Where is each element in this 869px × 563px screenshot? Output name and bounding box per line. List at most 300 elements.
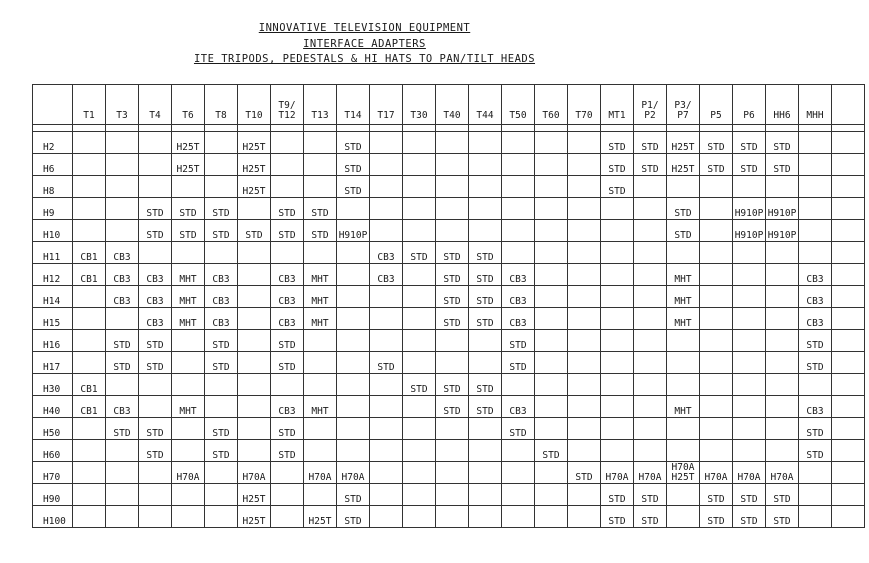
column-header: T30 <box>403 85 436 125</box>
table-cell: STD <box>106 418 139 440</box>
table-cell: STD <box>304 220 337 242</box>
column-header: T8 <box>205 85 238 125</box>
table-cell: H70A <box>634 462 667 484</box>
table-cell: STD <box>436 308 469 330</box>
table-cell <box>469 220 502 242</box>
table-cell <box>568 264 601 286</box>
column-header: HH6 <box>766 85 799 125</box>
column-header: P6 <box>733 85 766 125</box>
table-cell <box>436 154 469 176</box>
table-cell <box>502 176 535 198</box>
table-cell: STD <box>205 352 238 374</box>
table-cell: STD <box>205 198 238 220</box>
table-cell <box>469 462 502 484</box>
row-header: H30 <box>33 374 73 396</box>
table-cell: CB3 <box>139 286 172 308</box>
table-cell <box>634 418 667 440</box>
table-cell: STD <box>106 330 139 352</box>
table-row <box>33 440 865 462</box>
table-cell: H70A <box>337 462 370 484</box>
empty-cell <box>832 242 865 264</box>
table-cell: STD <box>469 264 502 286</box>
table-cell: STD <box>733 506 766 528</box>
table-cell: H25T <box>238 132 271 154</box>
row-header: H100 <box>33 506 73 528</box>
table-cell <box>304 176 337 198</box>
table-cell <box>403 176 436 198</box>
table-cell <box>799 154 832 176</box>
table-cell: STD <box>601 484 634 506</box>
table-cell <box>271 132 304 154</box>
table-cell <box>469 132 502 154</box>
table-cell <box>568 220 601 242</box>
table-cell <box>73 462 106 484</box>
table-cell: STD <box>238 220 271 242</box>
column-header: T40 <box>436 85 469 125</box>
table-cell <box>568 286 601 308</box>
table-cell: STD <box>733 154 766 176</box>
table-cell: H910P <box>733 220 766 242</box>
table-cell <box>304 374 337 396</box>
table-cell <box>337 198 370 220</box>
table-cell <box>799 506 832 528</box>
table-cell: STD <box>436 264 469 286</box>
column-header: T9/ T12 <box>271 85 304 125</box>
table-cell: STD <box>700 132 733 154</box>
table-cell: CB1 <box>73 374 106 396</box>
table-cell <box>205 154 238 176</box>
table-row <box>33 418 865 440</box>
table-cell <box>535 462 568 484</box>
table-cell <box>172 242 205 264</box>
table-cell: STD <box>436 374 469 396</box>
empty-cell <box>832 132 865 154</box>
table-cell <box>205 506 238 528</box>
empty-cell <box>832 374 865 396</box>
table-cell: STD <box>568 462 601 484</box>
table-cell: STD <box>733 484 766 506</box>
table-cell <box>535 308 568 330</box>
empty-cell <box>667 125 700 132</box>
table-cell <box>634 352 667 374</box>
table-cell: H25T <box>667 132 700 154</box>
table-cell: STD <box>139 418 172 440</box>
empty-cell <box>832 352 865 374</box>
table-cell <box>73 198 106 220</box>
table-cell <box>271 242 304 264</box>
empty-cell <box>337 125 370 132</box>
table-cell <box>304 132 337 154</box>
empty-cell <box>832 484 865 506</box>
table-cell <box>337 440 370 462</box>
table-cell: STD <box>634 154 667 176</box>
column-header: T60 <box>535 85 568 125</box>
table-cell <box>733 374 766 396</box>
table-cell <box>502 132 535 154</box>
column-header: T14 <box>337 85 370 125</box>
title-subject: INTERFACE ADAPTERS <box>303 38 426 50</box>
table-cell <box>403 352 436 374</box>
table-cell: H25T <box>238 154 271 176</box>
table-cell <box>601 242 634 264</box>
table-cell <box>172 484 205 506</box>
column-header: T3 <box>106 85 139 125</box>
table-cell: CB3 <box>205 264 238 286</box>
table-cell <box>139 154 172 176</box>
table-cell <box>733 396 766 418</box>
table-cell: STD <box>139 352 172 374</box>
table-cell <box>568 330 601 352</box>
table-cell <box>700 352 733 374</box>
table-cell <box>436 440 469 462</box>
table-cell <box>172 176 205 198</box>
table-row <box>33 198 865 220</box>
table-cell: CB3 <box>205 286 238 308</box>
table-cell <box>634 440 667 462</box>
table-cell <box>106 220 139 242</box>
table-cell <box>568 132 601 154</box>
table-cell <box>106 506 139 528</box>
column-header: T13 <box>304 85 337 125</box>
table-cell <box>106 176 139 198</box>
table-cell <box>700 198 733 220</box>
empty-cell <box>436 125 469 132</box>
table-cell <box>370 418 403 440</box>
table-cell <box>337 418 370 440</box>
table-cell <box>469 352 502 374</box>
table-cell <box>370 374 403 396</box>
table-cell: STD <box>766 132 799 154</box>
table-cell <box>766 374 799 396</box>
corner-cell <box>33 85 73 125</box>
row-header: H9 <box>33 198 73 220</box>
empty-cell <box>304 125 337 132</box>
table-cell <box>403 286 436 308</box>
table-cell <box>370 462 403 484</box>
table-cell <box>238 264 271 286</box>
table-cell <box>568 396 601 418</box>
table-cell <box>766 440 799 462</box>
compatibility-table <box>32 84 865 528</box>
table-cell: MHT <box>172 286 205 308</box>
table-cell <box>436 352 469 374</box>
table-cell <box>172 440 205 462</box>
table-cell <box>766 264 799 286</box>
table-cell <box>700 374 733 396</box>
empty-cell <box>403 125 436 132</box>
empty-cell <box>832 440 865 462</box>
table-row <box>33 132 865 154</box>
table-cell <box>733 176 766 198</box>
table-cell <box>667 242 700 264</box>
table-cell <box>370 198 403 220</box>
table-cell <box>535 374 568 396</box>
table-cell <box>700 330 733 352</box>
table-cell <box>733 418 766 440</box>
table-cell <box>337 242 370 264</box>
table-cell <box>634 242 667 264</box>
table-cell <box>337 264 370 286</box>
table-cell <box>205 242 238 264</box>
column-header: T10 <box>238 85 271 125</box>
table-cell: STD <box>436 286 469 308</box>
table-cell <box>469 440 502 462</box>
column-header: T50 <box>502 85 535 125</box>
table-cell <box>700 418 733 440</box>
table-cell: CB3 <box>271 286 304 308</box>
table-cell <box>436 484 469 506</box>
table-cell <box>568 418 601 440</box>
table-cell: STD <box>337 132 370 154</box>
empty-cell <box>799 125 832 132</box>
table-cell <box>535 154 568 176</box>
table-cell: STD <box>535 440 568 462</box>
table-cell <box>502 484 535 506</box>
table-cell <box>634 264 667 286</box>
table-cell <box>799 462 832 484</box>
table-cell: MHT <box>667 396 700 418</box>
empty-cell <box>469 125 502 132</box>
table-cell <box>535 132 568 154</box>
column-header: T17 <box>370 85 403 125</box>
table-cell <box>370 220 403 242</box>
table-cell <box>403 198 436 220</box>
row-header: H11 <box>33 242 73 264</box>
table-cell <box>700 286 733 308</box>
table-cell <box>799 220 832 242</box>
table-cell <box>436 330 469 352</box>
table-cell <box>601 198 634 220</box>
column-header: P3/ P7 <box>667 85 700 125</box>
table-cell <box>139 462 172 484</box>
table-cell <box>667 506 700 528</box>
table-cell: STD <box>205 330 238 352</box>
column-header: P1/ P2 <box>634 85 667 125</box>
table-cell <box>139 242 172 264</box>
table-cell: STD <box>205 418 238 440</box>
table-cell <box>238 286 271 308</box>
empty-cell <box>568 125 601 132</box>
table-cell: MHT <box>667 264 700 286</box>
table-cell <box>601 264 634 286</box>
table-cell <box>73 352 106 374</box>
empty-cell <box>832 418 865 440</box>
empty-cell <box>700 125 733 132</box>
table-cell <box>733 286 766 308</box>
table-cell: STD <box>469 396 502 418</box>
table-cell: MHT <box>304 286 337 308</box>
table-cell: STD <box>766 506 799 528</box>
table-cell <box>436 506 469 528</box>
table-cell <box>601 418 634 440</box>
table-cell: STD <box>601 176 634 198</box>
table-cell <box>700 396 733 418</box>
table-cell: MHT <box>172 308 205 330</box>
table-cell <box>139 506 172 528</box>
table-cell <box>436 418 469 440</box>
row-header: H50 <box>33 418 73 440</box>
table-cell <box>667 330 700 352</box>
row-header: H70 <box>33 462 73 484</box>
table-cell: MHT <box>304 308 337 330</box>
empty-cell <box>33 125 73 132</box>
table-cell <box>238 418 271 440</box>
table-cell <box>667 352 700 374</box>
empty-cell <box>832 506 865 528</box>
table-cell: STD <box>271 352 304 374</box>
table-cell <box>403 132 436 154</box>
table-cell <box>73 484 106 506</box>
row-header: H6 <box>33 154 73 176</box>
header-row <box>33 85 865 125</box>
table-cell: STD <box>139 330 172 352</box>
table-cell <box>436 462 469 484</box>
table-cell <box>469 330 502 352</box>
table-row <box>33 462 865 484</box>
table-cell <box>403 154 436 176</box>
table-cell: STD <box>601 132 634 154</box>
empty-cell <box>832 85 865 125</box>
empty-cell <box>205 125 238 132</box>
table-cell: STD <box>799 418 832 440</box>
table-cell <box>403 396 436 418</box>
table-cell <box>106 198 139 220</box>
table-cell: CB3 <box>106 396 139 418</box>
table-cell: H25T <box>304 506 337 528</box>
table-cell <box>337 330 370 352</box>
table-cell <box>799 242 832 264</box>
table-cell <box>304 352 337 374</box>
table-cell: STD <box>700 484 733 506</box>
table-cell: CB3 <box>139 264 172 286</box>
table-cell: CB3 <box>799 286 832 308</box>
table-cell: H70A <box>172 462 205 484</box>
table-cell <box>568 176 601 198</box>
table-cell <box>601 308 634 330</box>
empty-cell <box>832 330 865 352</box>
table-cell <box>403 484 436 506</box>
table-cell <box>535 198 568 220</box>
table-cell <box>205 374 238 396</box>
table-cell: STD <box>469 286 502 308</box>
table-cell <box>700 220 733 242</box>
empty-cell <box>832 308 865 330</box>
table-cell <box>535 352 568 374</box>
table-cell <box>106 484 139 506</box>
table-cell: STD <box>634 484 667 506</box>
table-cell <box>601 352 634 374</box>
table-cell <box>370 308 403 330</box>
table-cell <box>205 176 238 198</box>
table-cell <box>106 132 139 154</box>
table-cell <box>799 132 832 154</box>
table-cell <box>403 418 436 440</box>
table-cell <box>733 330 766 352</box>
table-cell <box>370 440 403 462</box>
table-cell <box>205 462 238 484</box>
table-cell <box>502 440 535 462</box>
table-cell <box>172 506 205 528</box>
table-cell <box>700 242 733 264</box>
table-row <box>33 374 865 396</box>
table-cell: CB3 <box>106 286 139 308</box>
table-cell <box>568 308 601 330</box>
empty-cell <box>832 198 865 220</box>
table-cell <box>469 418 502 440</box>
table-cell <box>370 154 403 176</box>
table-cell <box>271 462 304 484</box>
column-header: T70 <box>568 85 601 125</box>
table-cell: STD <box>766 154 799 176</box>
table-cell <box>172 352 205 374</box>
table-cell <box>436 198 469 220</box>
table-cell <box>337 286 370 308</box>
table-cell <box>601 220 634 242</box>
table-cell <box>106 374 139 396</box>
table-cell <box>766 176 799 198</box>
table-cell <box>139 396 172 418</box>
table-cell: STD <box>733 132 766 154</box>
table-cell <box>667 440 700 462</box>
empty-cell <box>172 125 205 132</box>
table-cell <box>73 220 106 242</box>
column-header: MT1 <box>601 85 634 125</box>
table-cell <box>469 198 502 220</box>
table-cell: STD <box>370 352 403 374</box>
table-cell: CB3 <box>502 396 535 418</box>
table-cell <box>601 374 634 396</box>
table-cell <box>733 440 766 462</box>
column-header: T4 <box>139 85 172 125</box>
table-cell <box>502 462 535 484</box>
table-cell <box>601 440 634 462</box>
table-cell <box>568 484 601 506</box>
table-cell <box>601 330 634 352</box>
table-cell <box>205 484 238 506</box>
empty-cell <box>832 264 865 286</box>
table-cell: MHT <box>172 264 205 286</box>
table-cell: STD <box>172 220 205 242</box>
table-cell <box>304 440 337 462</box>
table-cell: STD <box>139 220 172 242</box>
table-cell <box>370 132 403 154</box>
table-cell <box>436 220 469 242</box>
table-cell: STD <box>337 154 370 176</box>
table-cell <box>766 308 799 330</box>
table-cell <box>337 396 370 418</box>
table-cell <box>568 198 601 220</box>
table-cell <box>700 264 733 286</box>
table-cell <box>469 154 502 176</box>
row-header: H2 <box>33 132 73 154</box>
spacer-row <box>33 125 865 132</box>
table-cell: CB3 <box>502 264 535 286</box>
table-cell: H910P <box>733 198 766 220</box>
empty-cell <box>832 396 865 418</box>
table-cell <box>238 352 271 374</box>
table-cell: STD <box>106 352 139 374</box>
table-cell: H70A H25T <box>667 462 700 484</box>
table-row <box>33 396 865 418</box>
table-cell <box>238 330 271 352</box>
table-cell <box>238 440 271 462</box>
table-cell: STD <box>799 330 832 352</box>
table-cell: STD <box>205 440 238 462</box>
table-cell: H910P <box>766 198 799 220</box>
table-cell: STD <box>139 198 172 220</box>
table-cell: H70A <box>733 462 766 484</box>
empty-cell <box>832 462 865 484</box>
